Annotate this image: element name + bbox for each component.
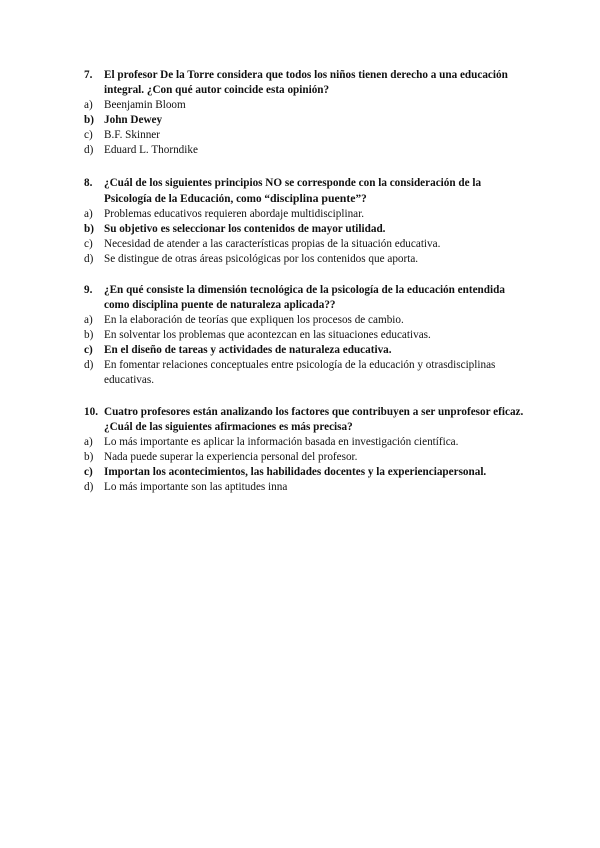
question-text: ¿En qué consiste la dimensión tecnológica de la psicología de la educación entendida como disciplina puente de naturaleza aplicada??	[104, 284, 505, 311]
option-letter: a)	[84, 436, 93, 448]
question-text-part: ”?	[355, 193, 367, 205]
question-number: 7.	[84, 69, 93, 81]
option-text: Su objetivo es seleccionar los contenidos de mayor utilidad.	[104, 223, 386, 235]
question-text	[104, 176, 524, 207]
option-b	[84, 328, 524, 343]
option-text: Importan los acontecimientos, las habilidades docentes y la experienciapersonal.	[104, 466, 487, 478]
option-letter: d)	[84, 144, 94, 156]
option-text: En el diseño de tareas y actividades de naturaleza educativa.	[104, 344, 392, 356]
question-text: El profesor De la Torre considera que todos los niños tienen derecho a una educación integral. ¿Con qué autor coincide esta opinión?	[104, 69, 508, 96]
option-text: En la elaboración de teorías que expliquen los procesos de cambio.	[104, 314, 404, 326]
option-letter: a)	[84, 99, 93, 111]
option-b	[84, 222, 524, 237]
option-letter: c)	[84, 238, 93, 250]
option-a	[84, 313, 524, 328]
option-text: John Dewey	[104, 114, 163, 126]
option-text: En solventar los problemas que acontezcan en las situaciones educativas.	[104, 329, 431, 341]
option-c	[84, 343, 524, 358]
option-a	[84, 435, 524, 450]
option-a	[84, 207, 524, 222]
option-a	[84, 98, 524, 113]
option-d	[84, 358, 524, 388]
option-text: En fomentar relaciones conceptuales entre psicología de la educación y otrasdisciplinas educativas.	[104, 359, 496, 386]
option-text: Problemas educativos requieren abordaje multidisciplinar.	[104, 208, 365, 220]
option-text: Eduard L. Thorndike	[104, 144, 198, 156]
question-heading	[84, 176, 524, 207]
option-d	[84, 252, 524, 267]
question-8	[84, 176, 524, 267]
option-text: Nada puede superar la experiencia personal del profesor.	[104, 451, 358, 463]
option-letter: d)	[84, 481, 94, 493]
option-letter: b)	[84, 451, 94, 463]
question-heading	[84, 405, 524, 435]
option-letter: d)	[84, 253, 94, 265]
option-letter: c)	[84, 466, 93, 478]
option-text: Lo más importante es aplicar la información basada en investigación científica.	[104, 436, 459, 448]
option-d	[84, 143, 524, 158]
question-10	[84, 405, 524, 495]
question-heading	[84, 283, 524, 313]
option-c	[84, 237, 524, 252]
option-b	[84, 113, 524, 128]
emphasized-term: disciplina puente	[269, 191, 356, 205]
option-letter: c)	[84, 344, 93, 356]
option-letter: b)	[84, 223, 94, 235]
option-letter: a)	[84, 314, 93, 326]
option-text: Lo más importante son las aptitudes inna	[104, 481, 288, 493]
option-text: Necesidad de atender a las características propias de la situación educativa.	[104, 238, 441, 250]
question-number: 9.	[84, 284, 93, 296]
option-letter: a)	[84, 208, 93, 220]
option-d	[84, 480, 524, 495]
option-letter: d)	[84, 359, 94, 371]
option-text: B.F. Skinner	[104, 129, 160, 141]
option-letter: c)	[84, 129, 93, 141]
option-text: Se distingue de otras áreas psicológicas por los contenidos que aporta.	[104, 253, 419, 265]
option-letter: b)	[84, 114, 94, 126]
option-letter: b)	[84, 329, 94, 341]
question-number: 8.	[84, 177, 93, 189]
option-b	[84, 450, 524, 465]
option-text: Beenjamin Bloom	[104, 99, 186, 111]
option-c	[84, 128, 524, 143]
option-c	[84, 465, 524, 480]
question-number: 10.	[84, 406, 98, 418]
question-text-part: ¿Cuál de los siguientes principios NO se corresponde con la consideración de la Psicología de la Educación, como “	[104, 177, 482, 205]
question-9	[84, 283, 524, 388]
question-7	[84, 68, 524, 158]
question-text: Cuatro profesores están analizando los factores que contribuyen a ser unprofesor eficaz. ¿Cuál de las siguientes afirmaciones es más precisa?	[104, 406, 524, 433]
question-heading	[84, 68, 524, 98]
